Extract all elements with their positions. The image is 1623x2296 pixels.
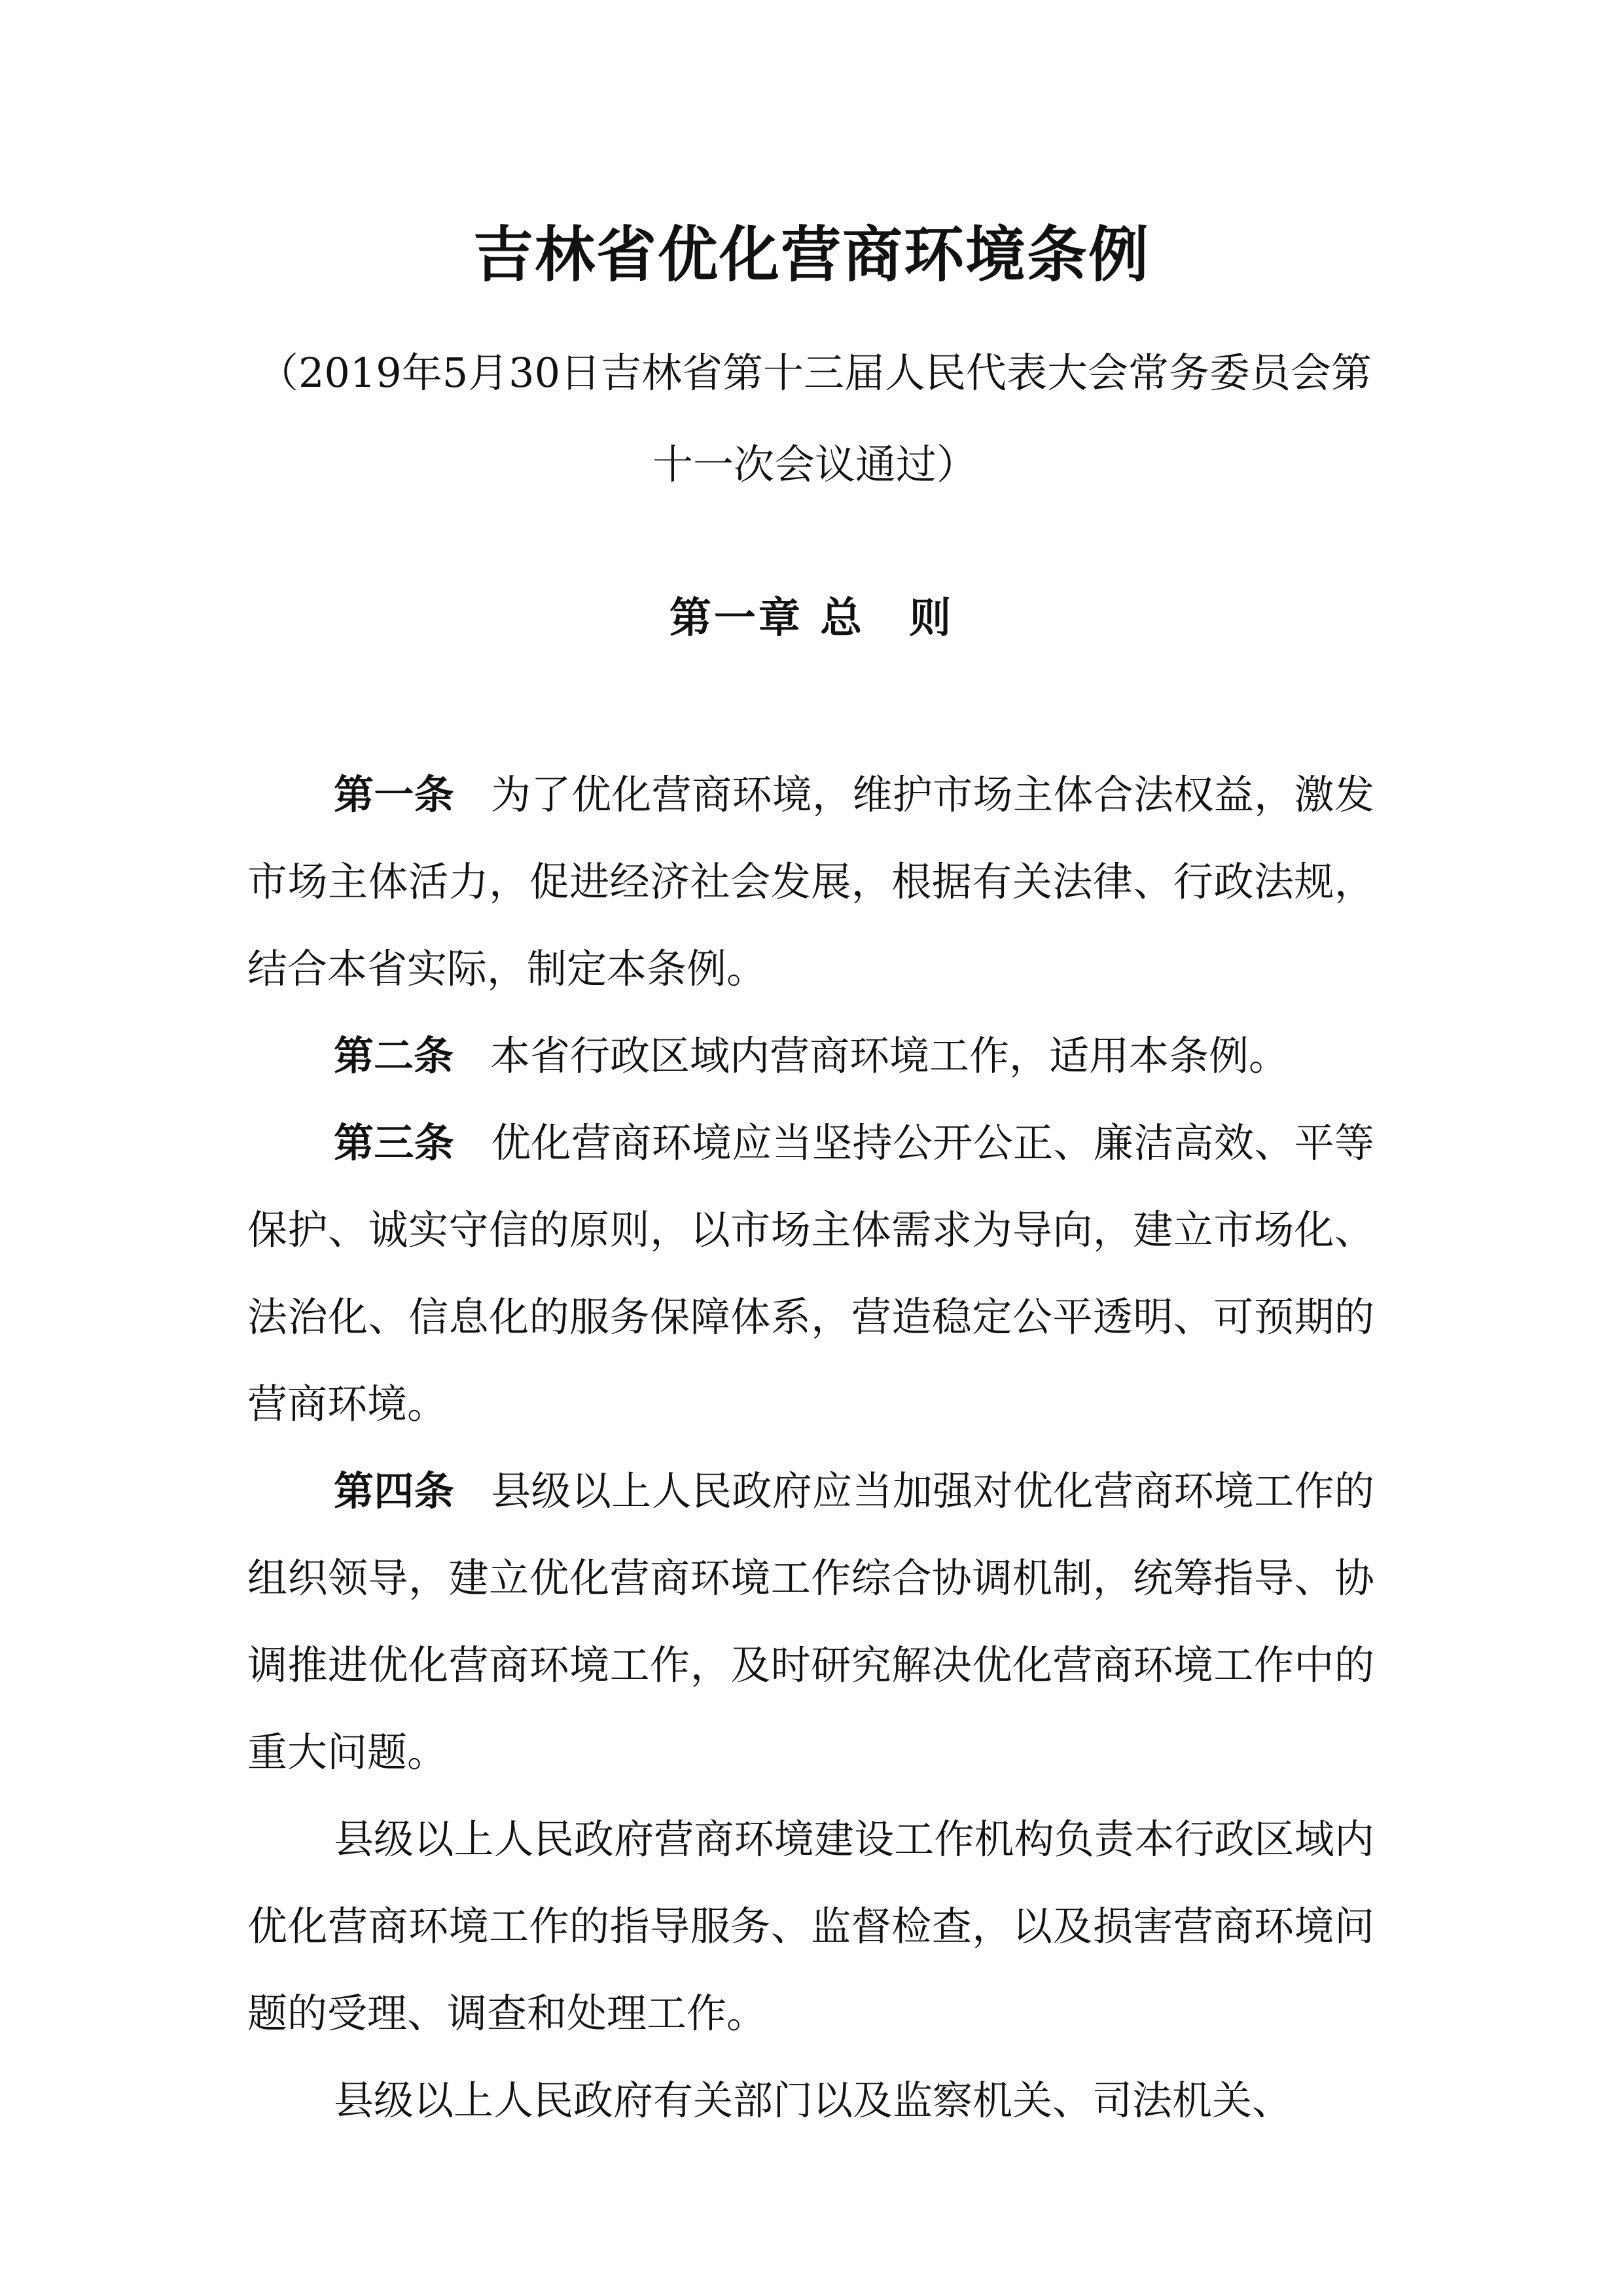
article-number: 第三条 [334, 1120, 455, 1166]
chapter-title: 第一章 总 则 [669, 594, 954, 643]
body-paragraph [247, 2057, 1374, 2144]
document-body [247, 751, 1374, 2144]
article-number: 第一条 [334, 772, 455, 818]
article-text: 本省行政区域内营商环境工作，适用本条例。 [490, 1033, 1289, 1079]
article-text: 优化营商环境应当坚持公开公正、廉洁高效、平等保护、诚实守信的原则，以市场主体需求为导向，建立市场化、法治化、信息化的服务保障体系，营造稳定公平透明、可预期的营商环境。 [247, 1120, 1374, 1427]
article-number: 第四条 [334, 1468, 455, 1515]
article-number: 第二条 [334, 1033, 454, 1079]
article-paragraph [247, 1013, 1374, 1100]
article-paragraph [247, 1100, 1374, 1448]
paragraph-text: 县级以上人民政府有关部门以及监察机关、司法机关、 [334, 2077, 1293, 2124]
document-title: 吉林省优化营商环境条例 [473, 220, 1150, 290]
article-text: 县级以上人民政府应当加强对优化营商环境工作的组织领导，建立优化营商环境工作综合协调机制，统筹指导、协调推进优化营商环境工作，及时研究解决优化营商环境工作中的重大问题。 [247, 1468, 1374, 1776]
document-subtitle: （2019年5月30日吉林省第十三届人民代表大会常务委员会第十一次会议通过） [257, 349, 1372, 488]
article-paragraph [247, 751, 1374, 1013]
article-paragraph [247, 1448, 1374, 1796]
body-paragraph [247, 1796, 1374, 2057]
paragraph-text: 县级以上人民政府营商环境建设工作机构负责本行政区域内优化营商环境工作的指导服务、监督检查，以及损害营商环境问题的受理、调查和处理工作。 [247, 1816, 1374, 2037]
article-text: 为了优化营商环境，维护市场主体合法权益，激发市场主体活力，促进经济社会发展，根据有关法律、行政法规，结合本省实际，制定本条例。 [247, 772, 1374, 992]
